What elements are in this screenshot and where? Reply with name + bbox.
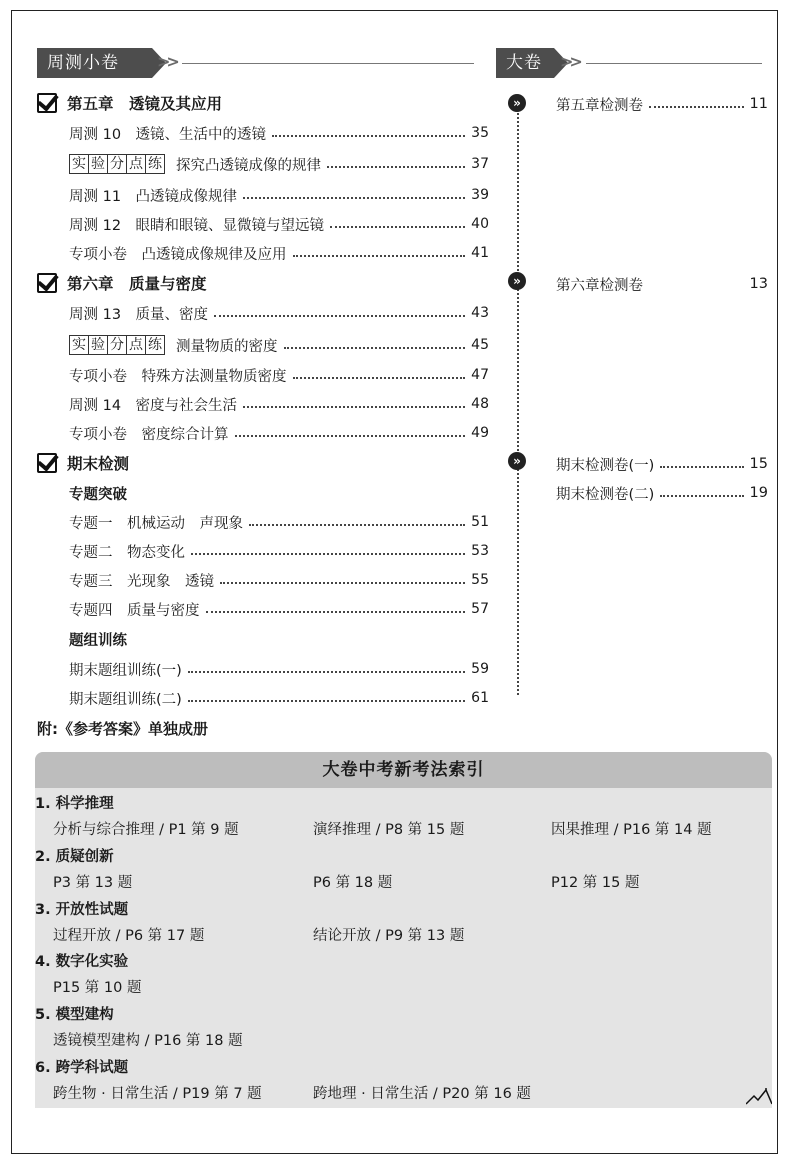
toc-entry[interactable] xyxy=(69,657,489,681)
index-category: 1. 科学推理 xyxy=(35,796,114,812)
weekly-quiz-header-label: 周测小卷 xyxy=(47,53,119,73)
leader-dots xyxy=(220,582,465,584)
index-category: 4. 数字化实验 xyxy=(35,954,129,970)
toc-entry-page: 57 xyxy=(471,601,489,617)
leader-dots xyxy=(214,315,465,317)
toc-entry[interactable] xyxy=(69,241,489,265)
toc-entry-page: 47 xyxy=(471,367,489,383)
leader-dots xyxy=(660,466,743,468)
chapter-heading xyxy=(37,450,129,476)
toc-entry[interactable] xyxy=(69,212,489,236)
index-item: P3 第 13 题 xyxy=(53,875,133,891)
timeline-line xyxy=(517,100,519,695)
experiment-tag-char: 练 xyxy=(145,335,165,355)
index-item: 跨地理 · 日常生活 / P20 第 16 题 xyxy=(313,1086,531,1102)
big-paper-entry[interactable] xyxy=(556,452,768,476)
leader-dots xyxy=(235,435,466,437)
toc-entry-title: 专项小卷 密度综合计算 xyxy=(69,426,229,443)
subsection-title: 专题突破 xyxy=(69,487,127,503)
big-paper-title: 期末检测卷(二) xyxy=(556,486,655,503)
toc-entry[interactable] xyxy=(69,333,489,357)
experiment-tag xyxy=(69,154,164,174)
index-item: 过程开放 / P6 第 17 题 xyxy=(53,928,205,944)
index-category: 3. 开放性试题 xyxy=(35,902,129,918)
experiment-tag-char: 实 xyxy=(69,154,89,174)
toc-entry-title: 周测 10 透镜、生活中的透镜 xyxy=(69,126,267,143)
toc-entry-title: 专项小卷 凸透镜成像规律及应用 xyxy=(69,246,287,263)
big-paper-header-label: 大卷 xyxy=(506,53,542,73)
leader-dots xyxy=(249,524,465,526)
chapter-heading xyxy=(37,270,207,296)
index-item: 结论开放 / P9 第 13 题 xyxy=(313,928,465,944)
leader-dots xyxy=(293,255,466,257)
checkmark-icon xyxy=(37,93,57,113)
subsection-title: 题组训练 xyxy=(69,633,127,649)
toc-entry[interactable] xyxy=(69,183,489,207)
big-paper-page: 19 xyxy=(749,485,768,501)
big-paper-header xyxy=(496,48,554,78)
toc-entry-title: 专题二 物态变化 xyxy=(69,544,185,561)
toc-entry-title: 期末题组训练(一) xyxy=(69,662,182,679)
leader-dots xyxy=(330,226,465,228)
double-chevron-bullet-icon: » xyxy=(508,452,526,470)
big-paper-page: 15 xyxy=(749,456,768,472)
big-paper-entry[interactable] xyxy=(556,481,768,505)
index-item: 跨生物 · 日常生活 / P19 第 7 题 xyxy=(53,1086,262,1102)
toc-entry-page: 35 xyxy=(471,125,489,141)
toc-entry[interactable] xyxy=(69,421,489,445)
chapter-title: 第五章 透镜及其应用 xyxy=(67,95,223,113)
header-rule xyxy=(182,63,474,64)
mountain-decoration-icon xyxy=(746,1088,772,1110)
header-rule xyxy=(586,63,762,64)
experiment-tag-char: 实 xyxy=(69,335,89,355)
index-category: 6. 跨学科试题 xyxy=(35,1060,129,1076)
double-chevron-icon: >> xyxy=(560,52,579,71)
big-paper-title: 期末检测卷(一) xyxy=(556,457,655,474)
leader-dots xyxy=(243,406,465,408)
experiment-tag-char: 点 xyxy=(126,335,146,355)
big-paper-entry[interactable] xyxy=(556,272,768,296)
chapter-title: 第六章 质量与密度 xyxy=(67,275,207,293)
index-category: 2. 质疑创新 xyxy=(35,849,114,865)
appendix-note: 附:《参考答案》单独成册 xyxy=(37,720,208,738)
index-item: P15 第 10 题 xyxy=(53,980,142,996)
leader-dots xyxy=(206,611,466,613)
experiment-tag-char: 分 xyxy=(107,335,127,355)
leader-dots xyxy=(272,135,465,137)
index-category: 5. 模型建构 xyxy=(35,1007,114,1023)
chapter-title: 期末检测 xyxy=(67,455,130,473)
leader-dots xyxy=(243,197,465,199)
leader-dots xyxy=(188,671,465,673)
toc-entry-title: 周测 14 密度与社会生活 xyxy=(69,397,238,414)
toc-entry-page: 43 xyxy=(471,305,489,321)
index-item: 因果推理 / P16 第 14 题 xyxy=(551,822,712,838)
index-title: 大卷中考新考法索引 xyxy=(35,752,772,788)
index-item: 演绎推理 / P8 第 15 题 xyxy=(313,822,465,838)
toc-entry-title: 专项小卷 特殊方法测量物质密度 xyxy=(69,368,287,385)
leader-dots xyxy=(660,495,743,497)
double-chevron-bullet-icon: » xyxy=(508,94,526,112)
toc-entry-page: 37 xyxy=(471,156,489,172)
experiment-tag-char: 验 xyxy=(88,154,108,174)
toc-entry-page: 51 xyxy=(471,514,489,530)
toc-entry-page: 59 xyxy=(471,661,489,677)
leader-dots xyxy=(649,106,744,108)
toc-entry-page: 48 xyxy=(471,396,489,412)
index-item: P12 第 15 题 xyxy=(551,875,640,891)
toc-entry-title: 专题三 光现象 透镜 xyxy=(69,573,214,590)
toc-entry[interactable] xyxy=(69,686,489,710)
index-item: 透镜模型建构 / P16 第 18 题 xyxy=(53,1033,243,1049)
toc-entry[interactable] xyxy=(69,121,489,145)
toc-entry[interactable] xyxy=(69,539,489,563)
toc-entry[interactable] xyxy=(69,568,489,592)
toc-entry[interactable] xyxy=(69,301,489,325)
big-paper-title: 第五章检测卷 xyxy=(556,97,643,114)
big-paper-page: 11 xyxy=(749,96,768,112)
big-paper-page: 13 xyxy=(749,276,768,292)
index-item: 分析与综合推理 / P1 第 9 题 xyxy=(53,822,239,838)
toc-entry-title: 探究凸透镜成像的规律 xyxy=(176,157,321,174)
toc-entry-page: 41 xyxy=(471,245,489,261)
toc-entry-page: 49 xyxy=(471,425,489,441)
leader-dots xyxy=(191,553,465,555)
checkmark-icon xyxy=(37,273,57,293)
toc-entry[interactable] xyxy=(69,392,489,416)
toc-entry[interactable] xyxy=(69,363,489,387)
leader-dots xyxy=(284,347,466,349)
big-paper-title: 第六章检测卷 xyxy=(556,277,643,294)
weekly-quiz-header xyxy=(37,48,152,78)
index-item: P6 第 18 题 xyxy=(313,875,393,891)
leader-dots xyxy=(188,700,465,702)
toc-entry[interactable] xyxy=(69,152,489,176)
toc-entry-title: 期末题组训练(二) xyxy=(69,691,182,708)
toc-entry-page: 61 xyxy=(471,690,489,706)
toc-entry-page: 53 xyxy=(471,543,489,559)
toc-entry-page: 40 xyxy=(471,216,489,232)
experiment-tag-char: 分 xyxy=(107,154,127,174)
experiment-tag xyxy=(69,335,164,355)
toc-entry-title: 周测 13 质量、密度 xyxy=(69,306,209,323)
double-chevron-bullet-icon: » xyxy=(508,272,526,290)
experiment-tag-char: 验 xyxy=(88,335,108,355)
chapter-heading xyxy=(37,90,222,116)
toc-entry-page: 55 xyxy=(471,572,489,588)
toc-entry-title: 周测 11 凸透镜成像规律 xyxy=(69,188,238,205)
checkmark-icon xyxy=(37,453,57,473)
big-paper-entry[interactable] xyxy=(556,92,768,116)
experiment-tag-char: 练 xyxy=(145,154,165,174)
experiment-tag-char: 点 xyxy=(126,154,146,174)
toc-entry-page: 45 xyxy=(471,337,489,353)
toc-entry-title: 测量物质的密度 xyxy=(176,338,278,355)
toc-entry[interactable] xyxy=(69,597,489,621)
double-chevron-icon: >> xyxy=(157,52,176,71)
leader-dots xyxy=(293,377,466,379)
toc-entry-title: 周测 12 眼睛和眼镜、显微镜与望远镜 xyxy=(69,217,325,234)
toc-entry-page: 39 xyxy=(471,187,489,203)
exam-method-index xyxy=(35,752,772,1108)
toc-entry-title: 专题四 质量与密度 xyxy=(69,602,200,619)
toc-entry[interactable] xyxy=(69,510,489,534)
toc-entry-title: 专题一 机械运动 声现象 xyxy=(69,515,243,532)
leader-dots xyxy=(327,166,465,168)
